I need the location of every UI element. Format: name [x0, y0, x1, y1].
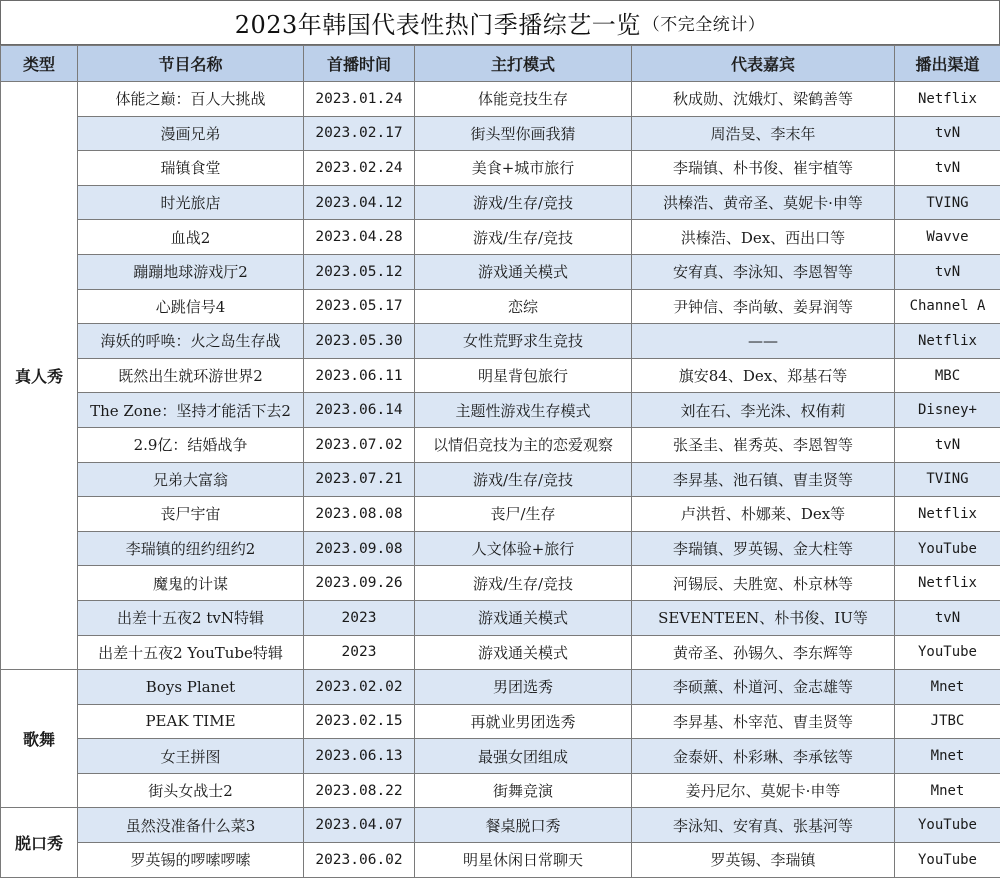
guests-cell: 李瑞镇、朴书俊、崔宇植等 — [632, 151, 895, 186]
channel-cell: Netflix — [895, 82, 1000, 117]
guests-cell: SEVENTEEN、朴书俊、IU等 — [632, 600, 895, 635]
mode-cell: 男团选秀 — [415, 670, 632, 705]
show-name-cell: 出差十五夜2 tvN特辑 — [78, 600, 304, 635]
table-row — [1, 254, 1000, 289]
show-name-cell: 心跳信号4 — [78, 289, 304, 324]
guests-cell: 周浩旻、李末年 — [632, 116, 895, 151]
guests-cell: 罗英锡、李瑞镇 — [632, 843, 895, 878]
header-guests: 代表嘉宾 — [632, 46, 895, 82]
table-row — [1, 116, 1000, 151]
mode-cell: 游戏/生存/竞技 — [415, 185, 632, 220]
guests-cell: 李硕薰、朴道河、金志雄等 — [632, 670, 895, 705]
title-main: 2023年韩国代表性热门季播综艺一览 — [234, 11, 641, 39]
guests-cell: 姜丹尼尔、莫妮卡·申等 — [632, 773, 895, 808]
title-subtitle: （不完全统计） — [642, 15, 766, 35]
guests-cell: 河锡辰、夫胜宽、朴京林等 — [632, 566, 895, 601]
channel-cell: YouTube — [895, 531, 1000, 566]
guests-cell: 卢洪哲、朴娜莱、Dex等 — [632, 497, 895, 532]
premiere-date-cell: 2023.09.26 — [304, 566, 415, 601]
mode-cell: 游戏/生存/竞技 — [415, 220, 632, 255]
header-row — [1, 46, 1000, 82]
show-name-cell: 血战2 — [78, 220, 304, 255]
guests-cell: 刘在石、李光洙、权侑莉 — [632, 393, 895, 428]
guests-cell: 李泳知、安宥真、张基河等 — [632, 808, 895, 843]
variety-shows-table — [0, 45, 1000, 878]
guests-cell: 洪榛浩、Dex、西出口等 — [632, 220, 895, 255]
premiere-date-cell: 2023.05.30 — [304, 324, 415, 359]
premiere-date-cell: 2023.02.02 — [304, 670, 415, 705]
mode-cell: 丧尸/生存 — [415, 497, 632, 532]
category-cell: 真人秀 — [1, 82, 78, 670]
table-title — [0, 0, 1000, 45]
table-row — [1, 531, 1000, 566]
guests-cell: 秋成勋、沈娥灯、梁鹤善等 — [632, 82, 895, 117]
table-row — [1, 462, 1000, 497]
show-name-cell: 既然出生就环游世界2 — [78, 358, 304, 393]
premiere-date-cell: 2023.07.02 — [304, 427, 415, 462]
channel-cell: Mnet — [895, 773, 1000, 808]
channel-cell: Channel A — [895, 289, 1000, 324]
show-name-cell: 2.9亿：结婚战争 — [78, 427, 304, 462]
premiere-date-cell: 2023.06.02 — [304, 843, 415, 878]
header-premiere-date: 首播时间 — [304, 46, 415, 82]
show-name-cell: 兄弟大富翁 — [78, 462, 304, 497]
show-name-cell: 李瑞镇的纽约纽约2 — [78, 531, 304, 566]
premiere-date-cell: 2023.04.07 — [304, 808, 415, 843]
premiere-date-cell: 2023.08.22 — [304, 773, 415, 808]
show-name-cell: 魔鬼的计谋 — [78, 566, 304, 601]
table-row — [1, 739, 1000, 774]
channel-cell: tvN — [895, 427, 1000, 462]
show-name-cell: PEAK TIME — [78, 704, 304, 739]
mode-cell: 以情侣竞技为主的恋爱观察 — [415, 427, 632, 462]
mode-cell: 街头型你画我猜 — [415, 116, 632, 151]
channel-cell: YouTube — [895, 635, 1000, 670]
channel-cell: Mnet — [895, 739, 1000, 774]
show-name-cell: The Zone：坚持才能活下去2 — [78, 393, 304, 428]
premiere-date-cell: 2023.02.17 — [304, 116, 415, 151]
table-row — [1, 289, 1000, 324]
table-row — [1, 843, 1000, 878]
mode-cell: 女性荒野求生竞技 — [415, 324, 632, 359]
premiere-date-cell: 2023.04.12 — [304, 185, 415, 220]
table-row — [1, 808, 1000, 843]
table-row — [1, 393, 1000, 428]
header-show-name: 节目名称 — [78, 46, 304, 82]
mode-cell: 游戏通关模式 — [415, 600, 632, 635]
table-body — [1, 82, 1000, 878]
guests-cell: 李昇基、朴宰范、曺圭贤等 — [632, 704, 895, 739]
premiere-date-cell: 2023.07.21 — [304, 462, 415, 497]
guests-cell: 安宥真、李泳知、李恩智等 — [632, 254, 895, 289]
show-name-cell: 瑞镇食堂 — [78, 151, 304, 186]
channel-cell: JTBC — [895, 704, 1000, 739]
channel-cell: Netflix — [895, 566, 1000, 601]
category-cell: 歌舞 — [1, 670, 78, 808]
channel-cell: Netflix — [895, 324, 1000, 359]
table-row — [1, 497, 1000, 532]
category-cell: 脱口秀 — [1, 808, 78, 877]
show-name-cell: 出差十五夜2 YouTube特辑 — [78, 635, 304, 670]
header-mode: 主打模式 — [415, 46, 632, 82]
premiere-date-cell: 2023.02.24 — [304, 151, 415, 186]
show-name-cell: 海妖的呼唤：火之岛生存战 — [78, 324, 304, 359]
channel-cell: tvN — [895, 151, 1000, 186]
premiere-date-cell: 2023 — [304, 600, 415, 635]
guests-cell: 李昇基、池石镇、曺圭贤等 — [632, 462, 895, 497]
mode-cell: 人文体验+旅行 — [415, 531, 632, 566]
header-channel: 播出渠道 — [895, 46, 1000, 82]
mode-cell: 体能竞技生存 — [415, 82, 632, 117]
premiere-date-cell: 2023.06.14 — [304, 393, 415, 428]
table-row — [1, 82, 1000, 117]
show-name-cell: 罗英锡的啰嗦啰嗦 — [78, 843, 304, 878]
table-row — [1, 704, 1000, 739]
channel-cell: tvN — [895, 116, 1000, 151]
mode-cell: 游戏通关模式 — [415, 254, 632, 289]
mode-cell: 游戏/生存/竞技 — [415, 462, 632, 497]
guests-cell: 金泰妍、朴彩琳、李承铉等 — [632, 739, 895, 774]
table-row — [1, 358, 1000, 393]
premiere-date-cell: 2023.01.24 — [304, 82, 415, 117]
mode-cell: 再就业男团选秀 — [415, 704, 632, 739]
guests-cell: 黄帝圣、孙锡久、李东辉等 — [632, 635, 895, 670]
mode-cell: 游戏通关模式 — [415, 635, 632, 670]
table-row — [1, 151, 1000, 186]
guests-cell: 李瑞镇、罗英锡、金大柱等 — [632, 531, 895, 566]
guests-cell: —— — [632, 324, 895, 359]
show-name-cell: 漫画兄弟 — [78, 116, 304, 151]
table-row — [1, 670, 1000, 705]
table-row — [1, 324, 1000, 359]
channel-cell: YouTube — [895, 843, 1000, 878]
channel-cell: YouTube — [895, 808, 1000, 843]
premiere-date-cell: 2023.06.13 — [304, 739, 415, 774]
premiere-date-cell: 2023.02.15 — [304, 704, 415, 739]
mode-cell: 美食+城市旅行 — [415, 151, 632, 186]
header-type: 类型 — [1, 46, 78, 82]
show-name-cell: 丧尸宇宙 — [78, 497, 304, 532]
show-name-cell: Boys Planet — [78, 670, 304, 705]
channel-cell: Netflix — [895, 497, 1000, 532]
show-name-cell: 女王拼图 — [78, 739, 304, 774]
mode-cell: 明星背包旅行 — [415, 358, 632, 393]
channel-cell: Wavve — [895, 220, 1000, 255]
premiere-date-cell: 2023.08.08 — [304, 497, 415, 532]
mode-cell: 最强女团组成 — [415, 739, 632, 774]
guests-cell: 旗安84、Dex、郑基石等 — [632, 358, 895, 393]
guests-cell: 洪榛浩、黄帝圣、莫妮卡·申等 — [632, 185, 895, 220]
premiere-date-cell: 2023.09.08 — [304, 531, 415, 566]
channel-cell: TVING — [895, 462, 1000, 497]
table-row — [1, 773, 1000, 808]
table-row — [1, 600, 1000, 635]
table-row — [1, 220, 1000, 255]
guests-cell: 尹钟信、李尚敏、姜昇润等 — [632, 289, 895, 324]
guests-cell: 张圣圭、崔秀英、李恩智等 — [632, 427, 895, 462]
show-name-cell: 街头女战士2 — [78, 773, 304, 808]
premiere-date-cell: 2023 — [304, 635, 415, 670]
channel-cell: tvN — [895, 254, 1000, 289]
mode-cell: 街舞竞演 — [415, 773, 632, 808]
show-name-cell: 体能之巅：百人大挑战 — [78, 82, 304, 117]
mode-cell: 明星休闲日常聊天 — [415, 843, 632, 878]
premiere-date-cell: 2023.05.12 — [304, 254, 415, 289]
channel-cell: tvN — [895, 600, 1000, 635]
premiere-date-cell: 2023.06.11 — [304, 358, 415, 393]
table-row — [1, 185, 1000, 220]
show-name-cell: 时光旅店 — [78, 185, 304, 220]
premiere-date-cell: 2023.05.17 — [304, 289, 415, 324]
table-row — [1, 635, 1000, 670]
show-name-cell: 蹦蹦地球游戏厅2 — [78, 254, 304, 289]
table-row — [1, 427, 1000, 462]
table-row — [1, 566, 1000, 601]
premiere-date-cell: 2023.04.28 — [304, 220, 415, 255]
mode-cell: 游戏/生存/竞技 — [415, 566, 632, 601]
channel-cell: Disney+ — [895, 393, 1000, 428]
channel-cell: MBC — [895, 358, 1000, 393]
mode-cell: 餐桌脱口秀 — [415, 808, 632, 843]
mode-cell: 主题性游戏生存模式 — [415, 393, 632, 428]
show-name-cell: 虽然没准备什么菜3 — [78, 808, 304, 843]
channel-cell: TVING — [895, 185, 1000, 220]
channel-cell: Mnet — [895, 670, 1000, 705]
mode-cell: 恋综 — [415, 289, 632, 324]
